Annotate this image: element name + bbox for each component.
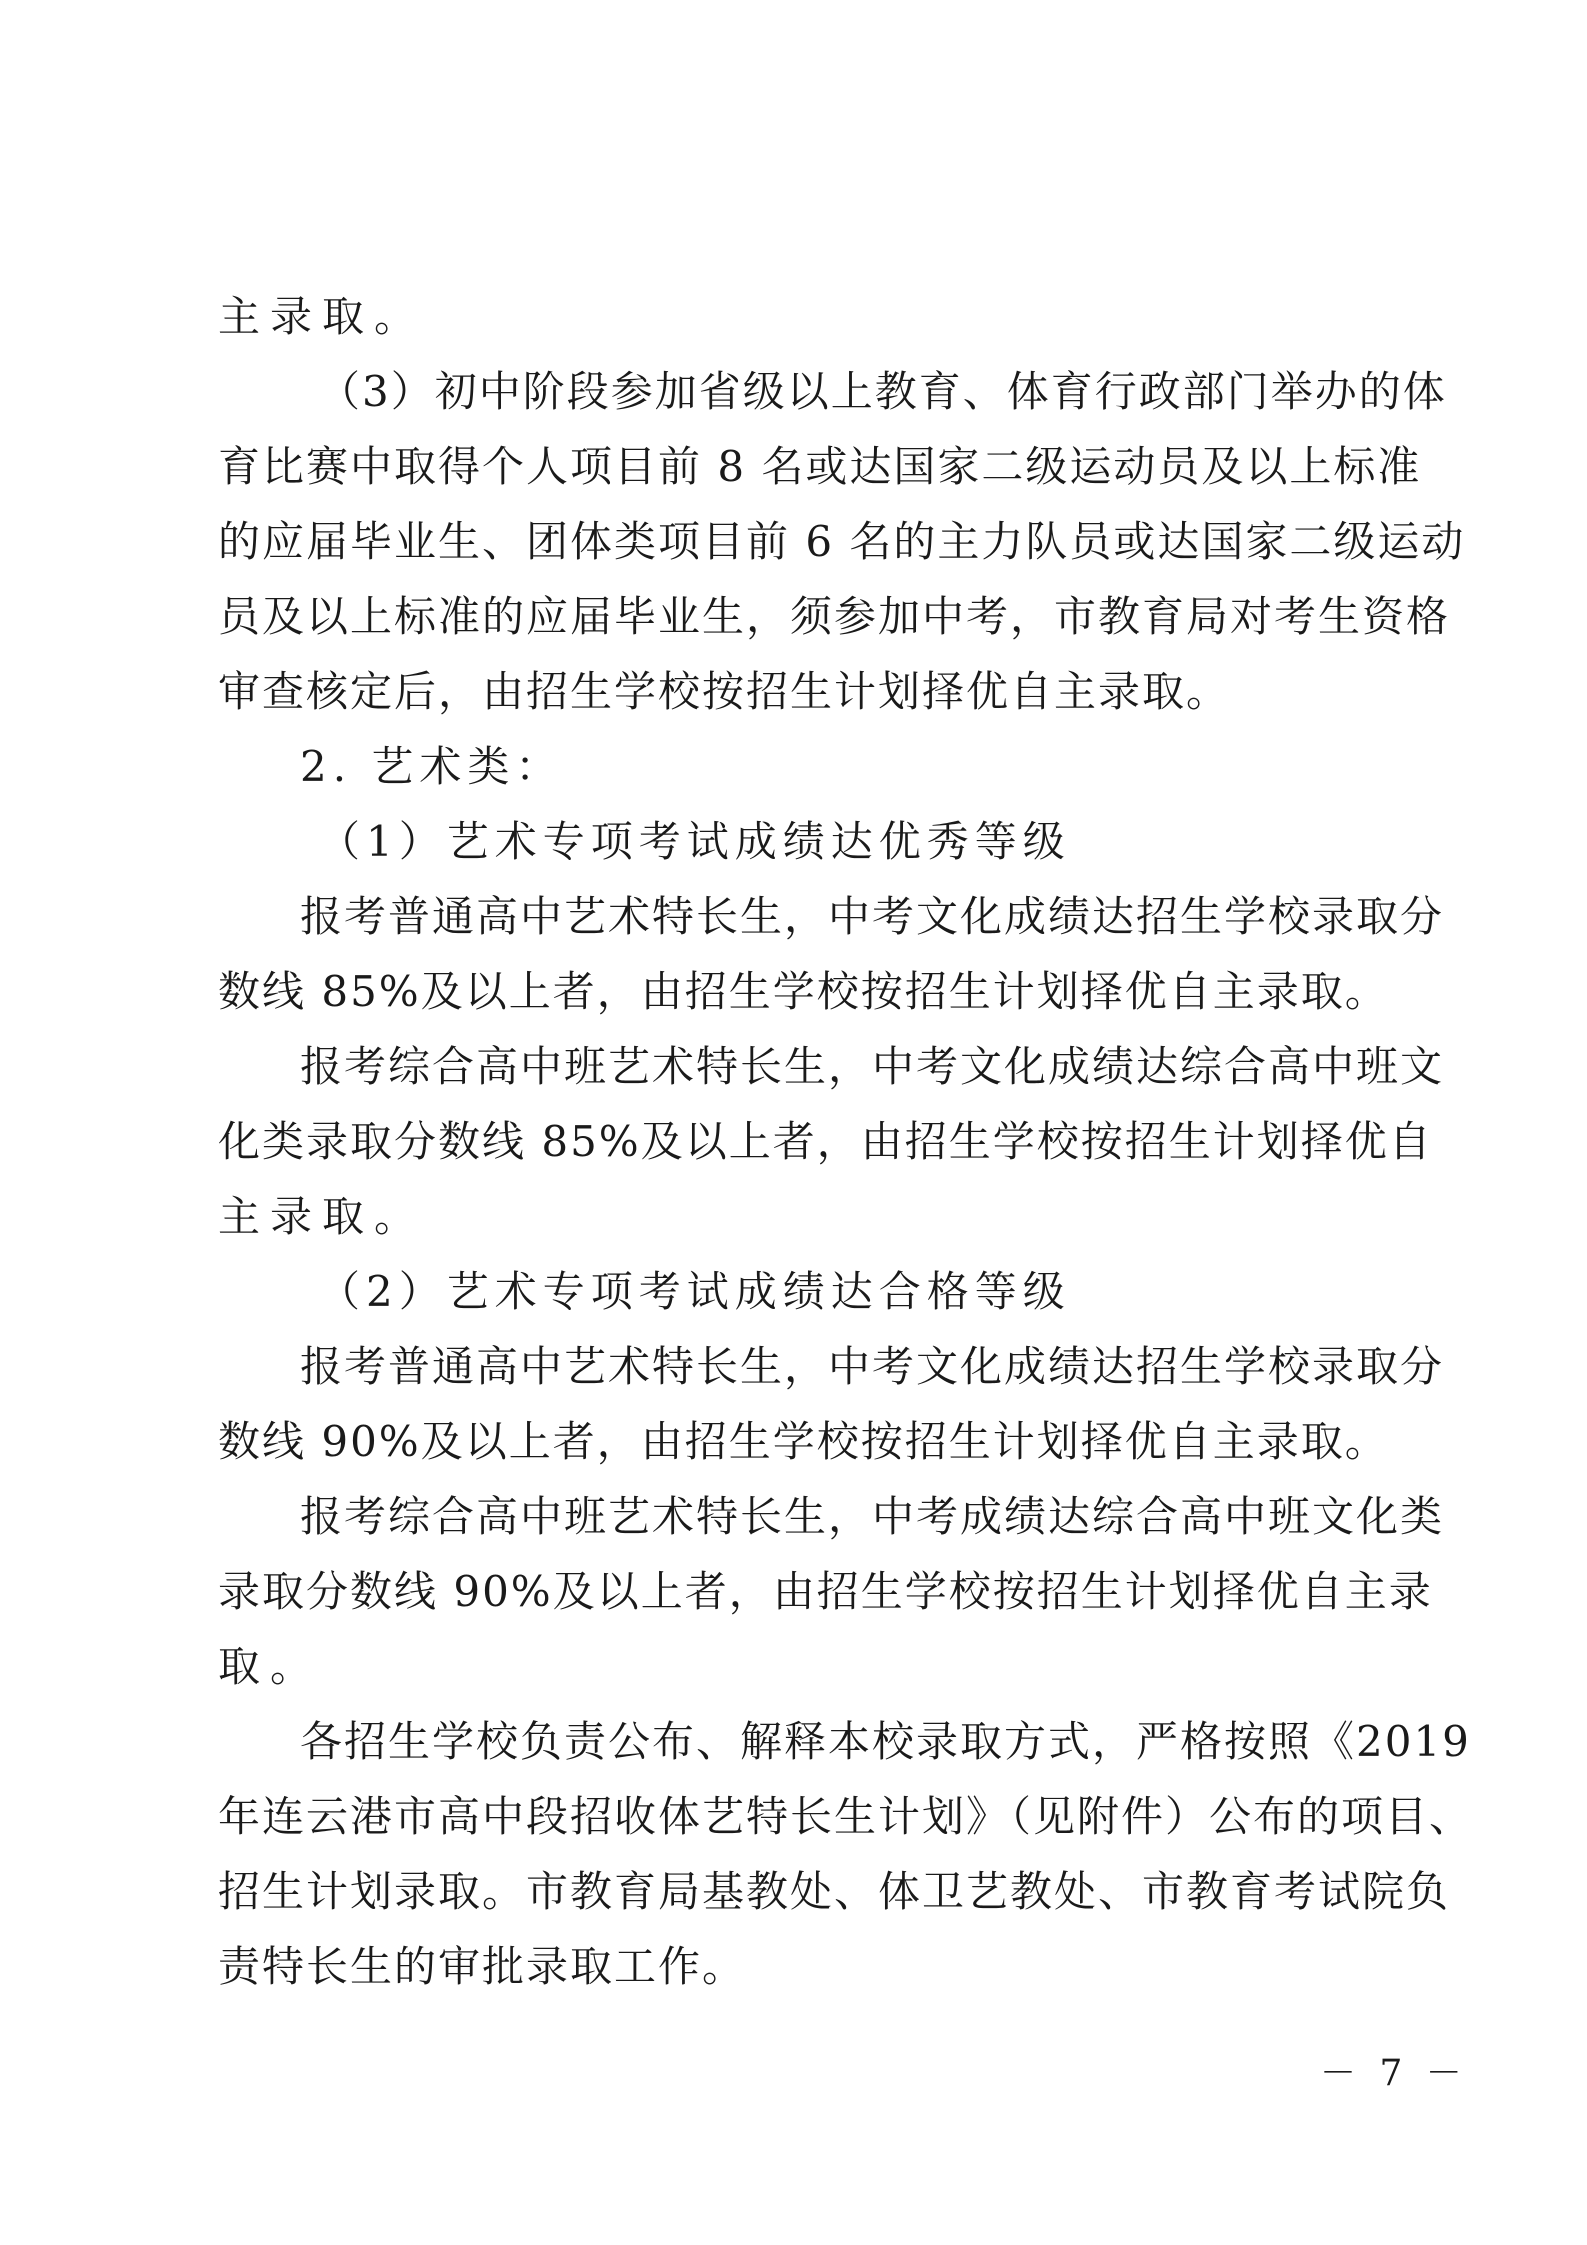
text-line: 报考综合高中班艺术特长生，中考文化成绩达综合高中班文 xyxy=(300,1042,1445,1091)
text-line: 育比赛中取得个人项目前 8 名或达国家二级运动员及以上标准 xyxy=(218,442,1422,491)
section-heading: 2. 艺术类： xyxy=(300,742,564,791)
text-line: 审查核定后，由招生学校按招生计划择优自主录取。 xyxy=(218,667,1231,716)
text-line: 报考普通高中艺术特长生，中考文化成绩达招生学校录取分 xyxy=(300,892,1445,941)
text-line: 数线 85%及以上者，由招生学校按招生计划择优自主录取。 xyxy=(218,967,1389,1016)
text-line: 各招生学校负责公布、解释本校录取方式，严格按照《2019 xyxy=(300,1717,1471,1766)
subsection-heading: （1）艺术专项考试成绩达优秀等级 xyxy=(318,817,1071,866)
text-line: 主录取。 xyxy=(218,292,427,341)
text-line: 年连云港市高中段招收体艺特长生计划》（见附件）公布的项目、 xyxy=(218,1792,1474,1841)
subsection-heading: （2）艺术专项考试成绩达合格等级 xyxy=(318,1267,1071,1316)
text-line: 主录取。 xyxy=(218,1192,427,1241)
page-number: － 7 － xyxy=(1320,2053,1468,2094)
text-line: 的应届毕业生、团体类项目前 6 名的主力队员或达国家二级运动 xyxy=(218,517,1466,566)
text-line: 员及以上标准的应届毕业生，须参加中考，市教育局对考生资格 xyxy=(218,592,1451,641)
text-line: 数线 90%及以上者，由招生学校按招生计划择优自主录取。 xyxy=(218,1417,1389,1466)
text-line: 招生计划录取。市教育局基教处、体卫艺教处、市教育考试院负 xyxy=(218,1867,1451,1916)
text-line: 责特长生的审批录取工作。 xyxy=(218,1942,747,1991)
text-line: 报考综合高中班艺术特长生，中考成绩达综合高中班文化类 xyxy=(300,1492,1445,1541)
text-line: （3）初中阶段参加省级以上教育、体育行政部门举办的体 xyxy=(318,367,1447,416)
text-line: 录取分数线 90%及以上者，由招生学校按招生计划择优自主录 xyxy=(218,1567,1433,1616)
text-line: 报考普通高中艺术特长生，中考文化成绩达招生学校录取分 xyxy=(300,1342,1445,1391)
text-line: 化类录取分数线 85%及以上者，由招生学校按招生计划择优自 xyxy=(218,1117,1433,1166)
text-line: 取。 xyxy=(218,1642,323,1691)
